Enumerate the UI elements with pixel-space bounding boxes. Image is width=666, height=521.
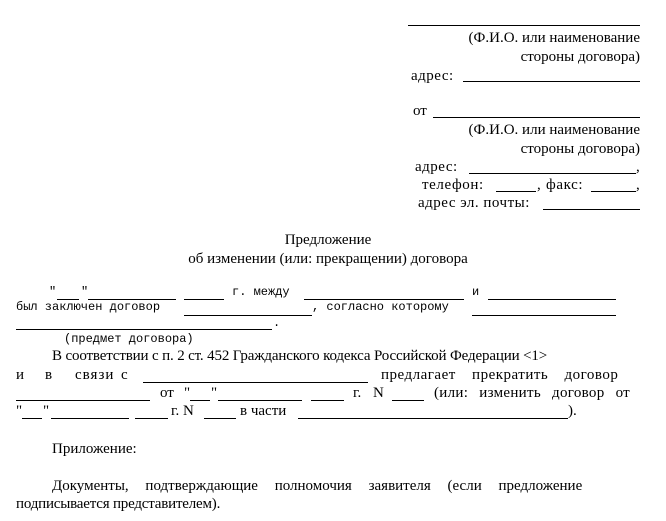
concluded-label: был заключен договор [16,300,161,314]
sender-fio-hint: (Ф.И.О. или наименование [468,122,640,138]
sender-email-field[interactable] [543,209,640,210]
sender-address-label: адрес: [415,159,458,175]
sender-fax-field[interactable] [591,191,636,192]
reason-field[interactable] [143,382,368,383]
recipient-name-line[interactable] [408,25,640,26]
comma: , [537,177,541,193]
day-field-2[interactable] [190,400,210,401]
attachment-label: Приложение: [52,441,137,457]
contract-ref-field[interactable] [16,400,150,401]
sender-fio-hint-2: стороны договора) [520,141,640,157]
para1-line1: В соответствии с п. 2 ст. 452 Гражданского кодекса Российской Федерации <1> [52,348,548,364]
comma: , [636,159,640,175]
sender-name-field[interactable] [433,117,640,118]
from-label: от [160,385,174,401]
year-between-label: г. между [232,285,290,299]
word-svyazi: связи [75,367,115,383]
day-field-3[interactable] [22,418,42,419]
quote-close-3: " [43,403,50,419]
g-n-label: г. N [353,385,384,401]
recipient-fio-hint-2: стороны договора) [520,49,640,65]
contract-name-field[interactable] [184,315,312,316]
in-part-label: в части [240,403,287,419]
word-v: в [45,367,53,383]
according-label: , согласно которому [312,300,449,314]
word-i: и [16,367,25,383]
or-change-label: (или: изменить договор от [434,385,631,401]
attachment-text-1: Документы, подтверждающие полномочия заявителя (если предложение [52,478,583,494]
quote-open-2: " [184,385,191,401]
year-field-2[interactable] [311,400,344,401]
close-paren: ). [568,403,577,419]
month-field-3[interactable] [51,418,129,419]
number-field[interactable] [392,400,424,401]
quote-open-3: " [16,403,23,419]
period: . [273,316,281,330]
year-field-3[interactable] [135,418,168,419]
sender-phone-field[interactable] [496,191,536,192]
page-title: Предложение [284,232,372,248]
proposes-terminate: предлагает прекратить договор [381,367,619,383]
g-n-label-2: г. N [171,403,194,419]
party-2-field[interactable] [488,299,616,300]
attachment-text-2: подписывается представителем). [16,496,221,512]
contract-details-field[interactable] [472,315,616,316]
quote-open: " [49,285,57,299]
sender-email-label: адрес эл. почты: [418,195,530,211]
part-field[interactable] [298,418,568,419]
sender-phone-label: телефон: [422,177,484,193]
year-field[interactable] [184,299,224,300]
sender-from-label: от [413,103,427,119]
subject-hint: (предмет договора) [64,332,194,346]
quote-close-2: " [211,385,218,401]
month-field-2[interactable] [218,400,302,401]
recipient-fio-hint: (Ф.И.О. или наименование [468,30,640,46]
page-subtitle: об изменении (или: прекращении) договора [188,251,468,267]
comma: , [636,177,640,193]
recipient-address-field[interactable] [463,81,640,82]
number-field-2[interactable] [204,418,236,419]
recipient-address-label: адрес: [411,68,454,84]
and-label: и [472,285,480,299]
quote-close: " [81,285,89,299]
sender-address-field[interactable] [469,173,636,174]
sender-fax-label: факс: [546,177,584,193]
word-s: с [121,367,128,383]
